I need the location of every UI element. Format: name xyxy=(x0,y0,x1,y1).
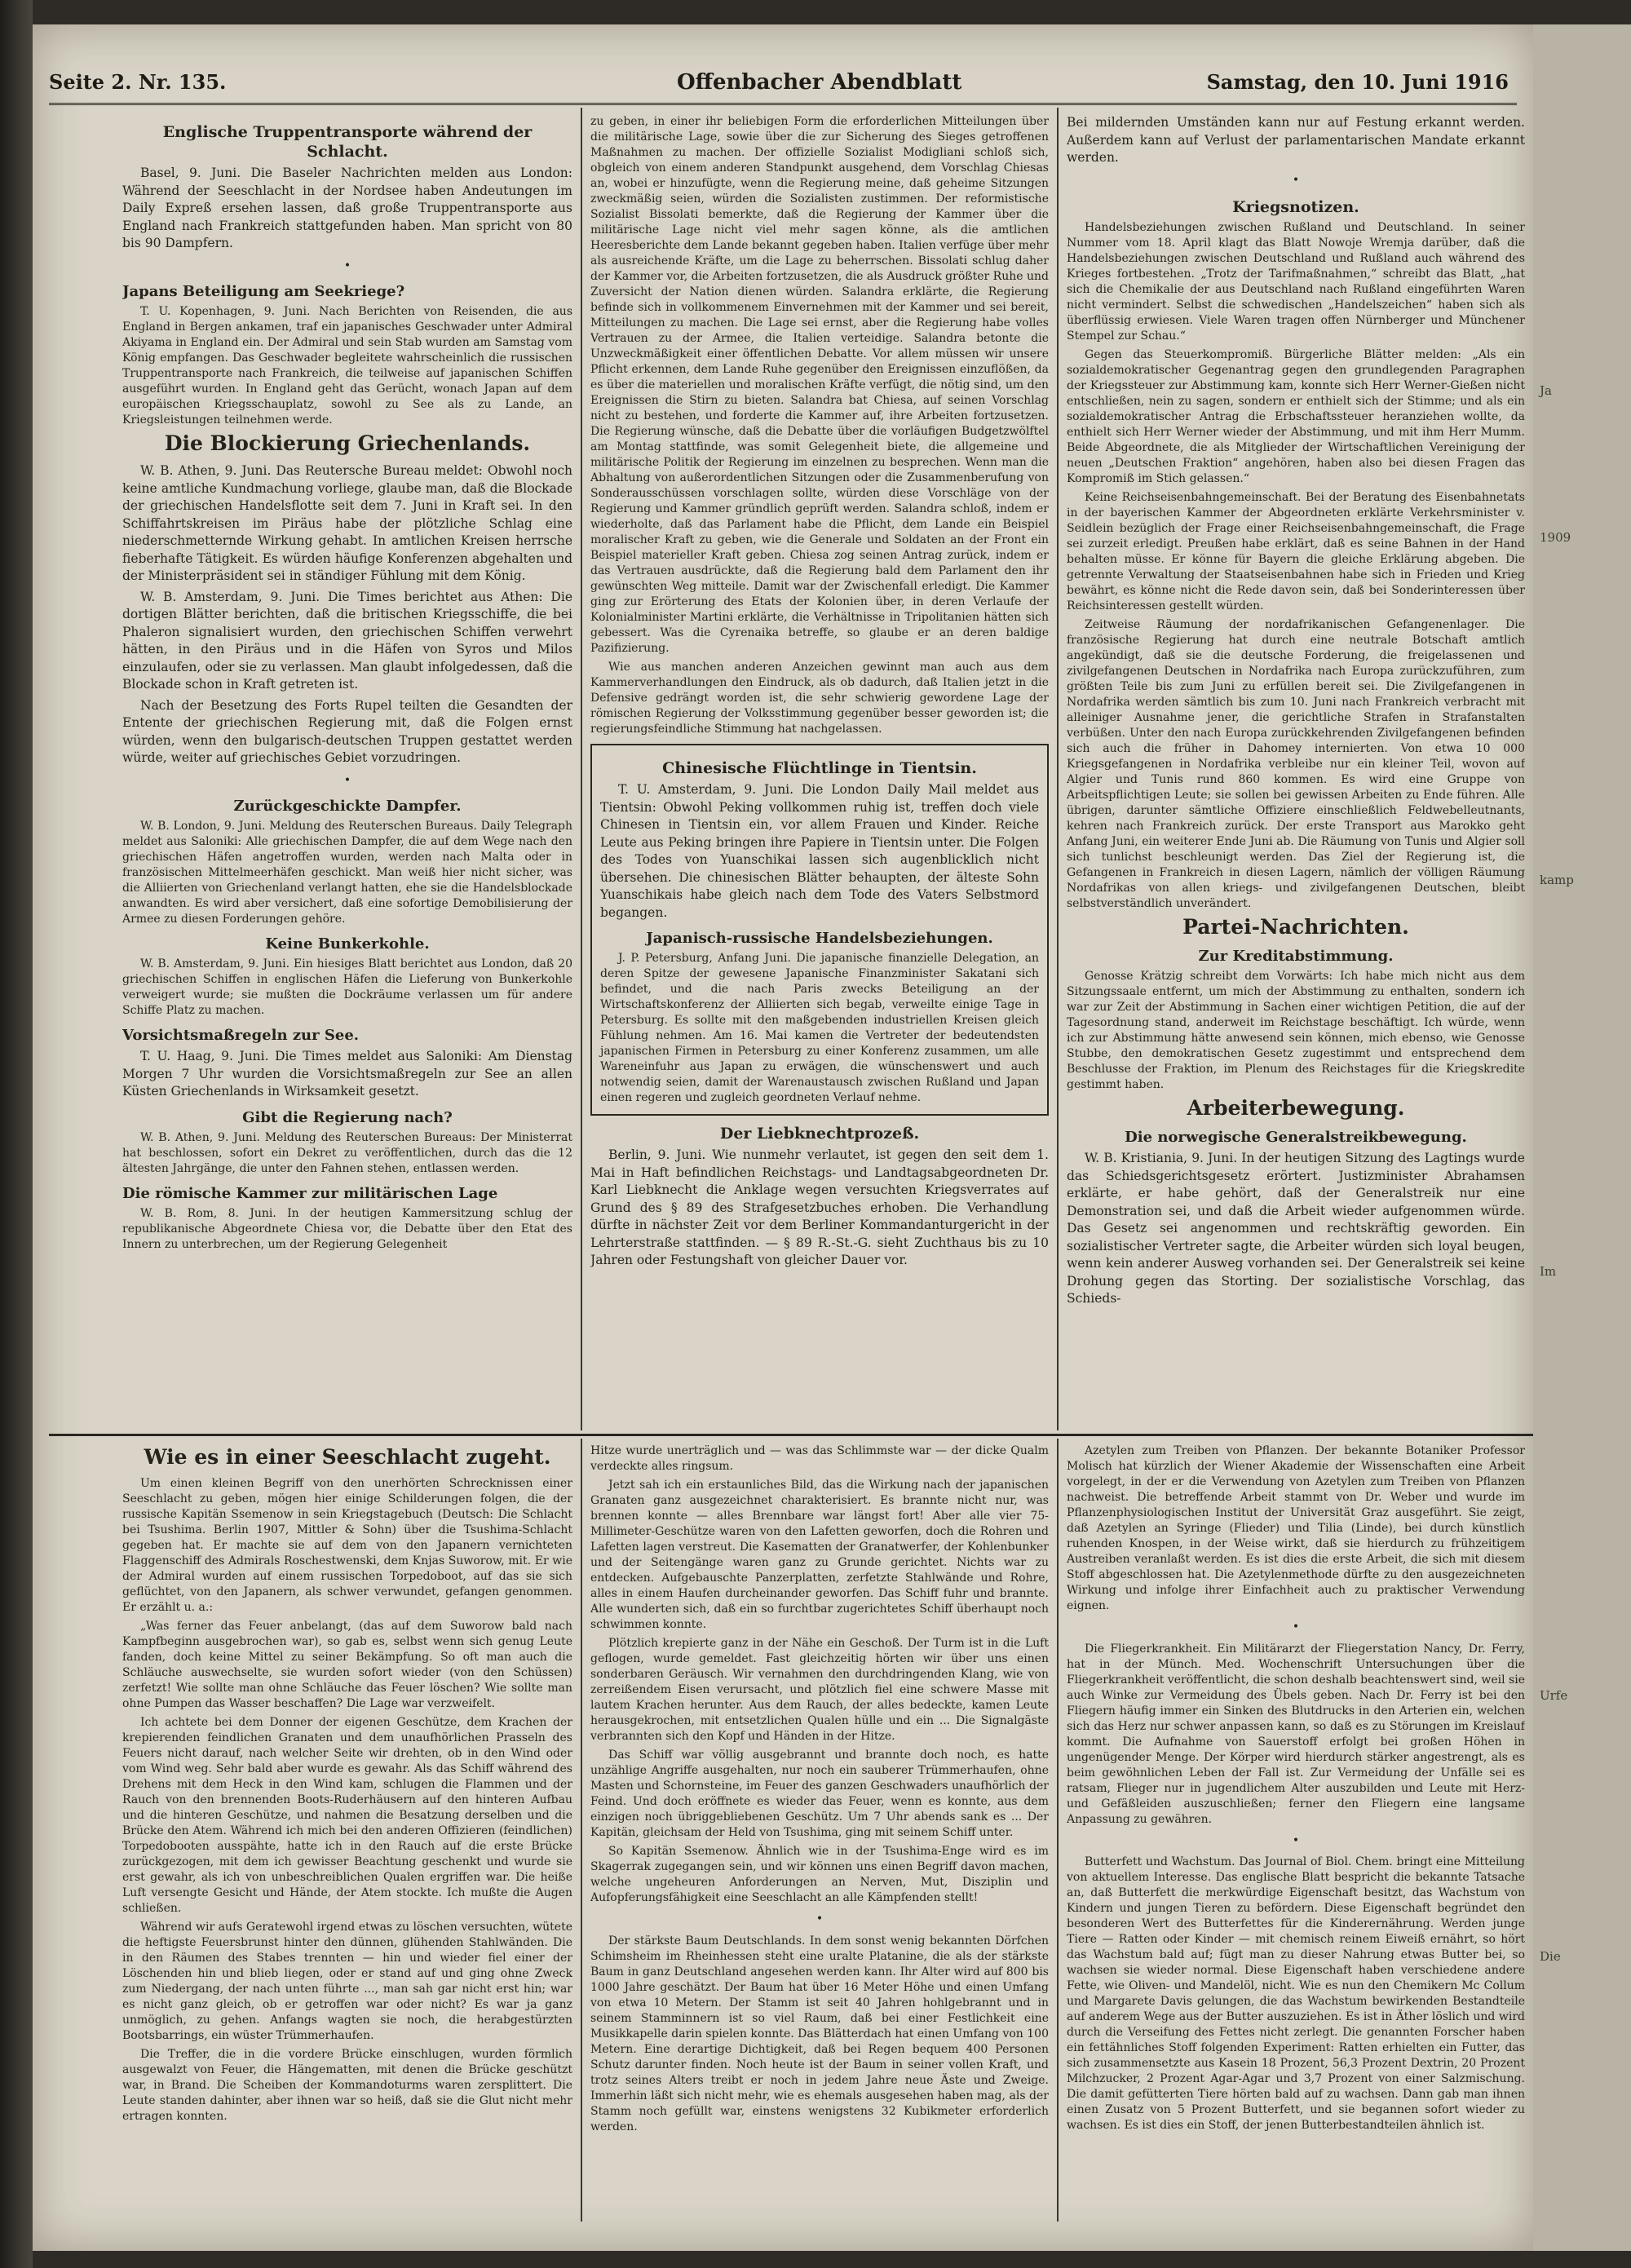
headline-truppentransporte: Englische Truppentransporte während der Schlacht. xyxy=(162,123,533,161)
article-japrus: J. P. Petersburg, Anfang Juni. Die japanische finanzielle Delegation, an deren Spitze der gewesene Japanische Finanzminister Sakatani sich befindet, und die nach Paris zwecks Beteiligung an der Wirtschaftskonferenz der Alliierten sich begab, verweilte einige Tage in Petersburg. Es sollte mit den maßgebenden industriellen Kreisen gleich Fühlung nehmen. Am 16. Mai kamen die Vertreter der bedeutendsten japanischen Firmen in Petersburg zu einer Konferenz zusammen, um alle Wareneinfuhr aus Japan zu erwägen, die wünschenswert und auch notwendig seien, damit der Warenaustausch zwischen Rußland und Japan einen regeren und zugleich geordneten Verlauf nehme. xyxy=(600,952,1039,1104)
headline-vorsicht: Vorsichtsmaßregeln zur See. xyxy=(122,1027,360,1044)
article-kammer-continued: zu geben, in einer ihr beliebigen Form die erforderlichen Mitteilungen über die militärische Lage, sowie über die zur Sicherung des Sieges getroffenen Maßnahmen zu machen. Der offizielle Sozialist Modigliani schloß sich, obgleich von einem anderen Standpunkt ausgehend, dem Vorschlag Chiesas an, wobei er hinzufügte, wenn die Regierung meine, daß geheime Sitzungen zweckmäßig seien, würden die Sozialisten zustimmen. Der reformistische Sozialist Bissolati bemerkte, daß die Regierung der Kammer über die militärische Lage nicht viel mehr sagen könne, als die amtlichen Heeresberichte dem Lande bekannt gegeben haben. Italien verfüge über mehr als ausreichende Kräfte, um die Lage zu beherrschen. Bissolati schlug daher der Kammer vor, die Arbeiten fortzusetzen, die als Ausdruck größter Ruhe und Zuversicht der Nation dienen würden. Salandra erklärte, die Regierung befinde sich in vollkommenem Einvernehmen mit der Kammer und sei bereit, Mitteilungen zu machen. Die Lage sei ernst, aber die Regierung habe volles Vertrauen zu der Armee, die Italien verteidige. Salandra betonte die Unzweckmäßigkeit einer öffentlichen Debatte. Vor allem müssen wir unsere Pflicht erkennen, dem Lande Ruhe gegenüber den Ereignissen einzuflößen, da es über die materiellen und moralischen Kräfte verfügt, die nötig sind, um den Ereignissen die Stirn zu bieten. Salandra bat Chiesa, auf seinen Vorschlag nicht zu bestehen, und forderte die Kammer auf, ihre Arbeiten fortzusetzen. Die Regierung wünsche, daß die Debatte über die vorläufigen Budgetzwölftel am Montag stattfinde, was somit Gelegenheit biete, die allgemeine und militärische Politik der Regierung im einzelnen zu besprechen. Wenn man die Abhaltung von außerordentlichen Sitzungen oder die Zusammenberufung von Sonderausschüssen vorschlagen sollte, würden diese Vorschläge von der Regierung und Kammer gründlich geprüft werden. Salandra schloß, indem er wiederholte, daß das Parlament habe die Pflicht, dem Lande ein Beispiel moralischer Kraft zu geben, wie die Generale und Soldaten an der Front ein Beispiel materieller Kraft geben. Chiesa zog seinen Antrag zurück, indem er das Vertrauen ausdrückte, daß die Regierung bald dem Parlament den ihr gewünschten Weg mitteile. Damit war der Zwischenfall erledigt. Die Kammer ging zur Erörterung des Etats der Kolonien über, in deren Verlaufe der Kolonialminister Martini erklärte, die Verhältnisse in Tripolitanien hätten sich gebessert. Was die Cyrenaika betreffe, so glaube er an deren baldige Pazifizierung. xyxy=(590,115,1049,655)
issue-date: Samstag, den 10. Juni 1916 xyxy=(1206,70,1509,94)
article-blockierung-2: W. B. Amsterdam, 9. Juni. Die Times berichtet aus Athen: Die dortigen Blätter berichten, daß die britischen Kriegsschiffe, die bei Phaleron signalisiert wurden, den griechischen Schiffen verwehrt hätten, in den Piräus und in die Häfen von Syros und Milos einzulaufen, oder sie zu verlassen. Man glaubt infolgedessen, daß die Blockade schon in Kraft getreten ist. xyxy=(122,589,572,692)
article-seeschlacht-6: Hitze wurde unerträglich und — was das Schlimmste war — der dicke Qualm verdeckte alles ringsum. xyxy=(590,1444,1049,1473)
article-handelsbeziehungen: Handelsbeziehungen zwischen Rußland und Deutschland. In seiner Nummer vom 18. April klagt das Blatt Nowoje Wremja darüber, daß die Handelsbeziehungen zwischen Deutschland und Rußland auch während des Krieges fortbestehen. „Trotz der Tarifmaßnahmen,“ schreibt das Blatt, „hat sich die Chemikalie der aus Deutschland nach Rußland eingeführten Waren nicht vermindert. Selbst die schwedischen „Handelszeichen“ haben sich als überflüssig erwiesen. Viele Waren tragen offen Nürnberger und Münchener Stempel zur Schau.“ xyxy=(1067,221,1525,343)
headline-japan: Japans Beteiligung am Seekriege? xyxy=(122,283,405,300)
column-rule xyxy=(581,108,582,1430)
article-steuerkompromiss: Gegen das Steuerkompromiß. Bürgerliche Blätter melden: „Als ein sozialdemokratischer Gegenantrag gegen den grundlegenden Paragraphen der Kriegssteuer zur Abstimmung kam, konnte sich Herr Werner-Gießen nicht entschließen, nein zu sagen, sondern er enthielt sich der Stimme; und als ein sozialdemokratischer Antrag die Erbschaftssteuer heranziehen wollte, da enthielt sich Herr Werner wieder der Abstimmung, und mit ihm Herr Mumm. Beide Abgeordnete, die als Mitglieder der Wirtschaftlichen Vereinigung der neuen „Deutschen Fraktion“ angehören, haben also bei diesen Fragen das Kompromiß im Stich gelassen.“ xyxy=(1067,348,1525,485)
headline-dampfer: Zurückgeschickte Dampfer. xyxy=(233,798,462,815)
article-blockierung-1: W. B. Athen, 9. Juni. Das Reutersche Bureau meldet: Obwohl noch keine amtliche Kundmachung vorliege, glaube man, daß die Blockade der griechischen Handelsflotte seit dem 7. Juni in Kraft sei. In den Schiffahrtskreisen im Piräus habe der plötzliche Schlag eine niederschmetternde Wirkung gehabt. In amtlichen Kreisen herrsche fieberhafte Tätigkeit. Es würden häufige Konferenzen abgehalten und der Ministerpräsident sei in ständiger Fühlung mit dem König. xyxy=(122,463,572,583)
article-truppentransporte: Basel, 9. Juni. Die Baseler Nachrichten melden aus London: Während der Seeschlacht in der Nordsee haben Andeutungen im Daily Expreß ersehen lassen, daß große Truppentransporte aus England nach Frankreich stattgefunden haben. Man spricht von 80 bis 90 Dampfern. xyxy=(122,166,572,250)
headline-partei-nachrichten: Partei-Nachrichten. xyxy=(1182,915,1409,939)
column-1: Englische Truppentransporte während der Schlacht. Basel, 9. Juni. Die Baseler Nachrichten melden aus London: Während der Seeschlacht in der Nordsee haben Andeutungen im Daily Expreß ersehen lassen, daß große Truppentransporte aus England nach Frankreich stattgefunden haben. Man spricht von 80 bis 90 Dampfern. • Japans Beteiligung am Seekriege? T. U. Kopenhagen, 9. Juni. Nach Berichten von Reisenden, die aus England in Bergen ankamen, traf ein japanisches Geschwader unter Admiral Akiyama in England ein. Der Admiral und sein Stab wurden am Samstag vom König empfangen. Das Geschwader begleitete wahrscheinlich die russischen Truppentransporte nach Frankreich, die teilweise auf japanischen Schiffen ausgeführt wurden. In England geht das Gerücht, wonach Japan auf dem europäischen Kriegsschauplatz, sowohl zu See als zu Lande, an Kriegsleistungen teilnehmen werde. Die Blockierung Griechenlands. W. B. Athen, 9. Juni. Das Reutersche Bureau meldet: Obwohl noch keine amtliche Kundmachung vorliege, glaube man, daß die Blockade der griechischen Handelsflotte seit dem 7. Juni in Kraft sei. In den Schiffahrtskreisen im Piräus habe der plötzliche Schlag eine niederschmetternde Wirkung gehabt. In amtlichen Kreisen herrsche fieberhafte Tätigkeit. Es würden häufige Konferenzen abgehalten und der Ministerpräsident sei in ständiger Fühlung mit dem König. W. B. Amsterdam, 9. Juni. Die Times berichtet aus Athen: Die dortigen Blätter berichten, daß die britischen Kriegsschiffe, die bei Phaleron signalisiert wurden, den griechischen Schiffen verwehrt hätten, in den Piräus und in die Häfen von Syros und Milos einzulaufen, oder sie zu verlassen. Man glaubt infolgedessen, daß die Blockade schon in Kraft getreten ist. Nach der Besetzung des Forts Rupel teilten die Gesandten der Entente der griechischen Regierung mit, daß die Folgen ernst würden, wenn den bulgarisch-deutschen Truppen gestattet werden würde, weiter auf griechisches Gebiet vorzudringen. • Zurückgeschickte Dampfer. W. B. London, 9. Juni. Meldung des Reuterschen Bureaus. Daily Telegraph meldet aus Saloniki: Alle griechischen Dampfer, die auf dem Wege nach den griechischen Häfen angetroffen wurden, werden nach Malta oder in französischen Mittelmeerhäfen geschickt. Man weiß hier nicht sicher, was die Alliierten von Griechenland verlangt hatten, ehe sie die Handelsblockade anwandten. Es wird aber versichert, daß eine sofortige Demobilisierung der Armee zu diesen Forderungen gehöre. Keine Bunkerkohle. W. B. Amsterdam, 9. Juni. Ein hiesiges Blatt berichtet aus London, daß 20 griechischen Schiffen in englischen Häfen die Lieferung von Bunkerkohle verweigert wurde; sie mußten die Dockräume verlassen um für andere Schiffe Platz zu machen. Vorsichtsmaßregeln zur See. T. U. Haag, 9. Juni. Die Times meldet aus Saloniki: Am Dienstag Morgen 7 Uhr wurden die Vorsichtsmaßregeln zur See an allen Küsten Griechenlands in Wirksamkeit gesetzt. Gibt die Regierung nach? W. B. Athen, 9. Juni. Meldung des Reuterschen Bureaus: Der Ministerrat hat beschlossen, sofort ein Dekret zu veröffentlichen, durch das die 12 ältesten Jahrgänge, die unter den Fahnen stehen, entlassen werden. Die römische Kammer zur militärischen Lage W. B. Rom, 8. Juni. In der heutigen Kammersitzung schlug der republikanische Abgeordnete Chiesa vor, die Debatte über den Etat des Innern zu unterbrechen, um der Regierung Gelegenheit xyxy=(122,123,572,1251)
article-gefangenenlager: Zeitweise Räumung der nordafrikanischen Gefangenenlager. Die französische Regierung hat durch eine neutrale Botschaft amtlich angekündigt, daß sie die deutsche Forderung, die freigelassenen und zivilgefangenen Deutschen in Nordafrika nach Europa zurückzuführen, zum größten Teile bis zum Juni zu erfüllen bereit sei. Die Zivilgefangenen in Nordafrika werden sämtlich bis zum 10. Juni nach Frankreich verbracht mit alleiniger Ausnahme jener, die gerichtliche Strafen in Strafanstalten verbüßen. Unter den nach Europa zurückkehrenden Zivilgefangenen befinden sich auch die früher in Dahomey internierten. Von etwa 10 000 Kriegsgefangenen in Nordafrika verbleibe nur ein kleiner Teil, wovon auf Algier und Tunis rund 860 kommen. Es wird eine Gruppe von Arbeitspflichtigen Leute; sie sollen bei gewissen Arbeiten zu Ende führen. Alle übrigen, darunter sämtliche Offiziere einschließlich Feldwebelleutnants, kehren nach Frankreich zurück. Der erste Transport aus Marokko geht Anfang Juni, ein weiterer Ende Juni ab. Die Räumung von Tunis und Algier soll sich tunlichst beschleunigt werden. Das Ziel der Regierung ist, die Gefangenen in Frankreich in diesen Lagern, nämlich der völligen Räumung Nordafrikas von allen kriegs- und zivilgefangenen Deutschen, bleibt selbstverständlich unverändert. xyxy=(1067,618,1525,910)
article-staerkster-baum: Der stärkste Baum Deutschlands. In dem sonst wenig bekannten Dörfchen Schimsheim im Rheinhessen steht eine uralte Platanine, die als der stärkste Baum in ganz Deutschland angesehen werden kann. Ihr Alter wird auf 800 bis 1000 Jahre geschätzt. Der Baum hat über 16 Meter Höhe und einen Umfang von etwa 10 Metern. Der Stamm ist seit 40 Jahren hohlgebrannt und in seinem Stamminnern ist so viel Raum, daß bei einer Festlichkeit eine Musikkapelle darin spielen konnte. Das Blätterdach hat einen Umfang von 100 Metern. Eine derartige Dichtigkeit, daß bei Regen bequem 400 Personen Schutz darunter finden. Noch heute ist der Baum in seiner vollen Kraft, und trotz seines Alters treibt er noch in jedem Jahre neue Äste und Zweige. Immerhin läßt sich nicht mehr, wie es ehemals ausgesehen haben mag, als der Stamm noch gefüllt war, einstens wenigstens 32 Kubikmeter erforderlich werden. xyxy=(590,1934,1049,2133)
headline-arbeiterbewegung: Arbeiterbewegung. xyxy=(1187,1096,1405,1120)
article-seeschlacht-3: Ich achtete bei dem Donner der eigenen Geschütze, dem Krachen der krepierenden feindlichen Granaten und dem unaufhörlichen Prasseln des Feuers nicht darauf, nach welcher Seite wir drehten, ob in den Wind oder vom Wind weg. Sehr bald aber wurde es gewahr. Als das Schiff während des Drehens mit dem Heck in den Wind kam, schlugen die Flammen und der Rauch von den brennenden Boots-Ruderhäusern auf den hinteren Aufbau und die hinteren Geschütze, und nahmen die Besatzung derselben und die Brücke den Atem. Während ich mich bei den anderen Offizieren (feindlichen) Torpedobooten ausspähte, hatte ich in den Rauch auf die erste Brücke zurückgezogen, mit dem ich gewisser Beachtung geschenkt und wurde sie erst gewahr, als ich von unbeschreiblichen Qualen ergriffen war. Die heiße Luft versengte Gesicht und Hände, der Atem stockte. Ich mußte die Augen schließen. xyxy=(122,1716,572,1915)
article-reichseisenbahn: Keine Reichseisenbahngemeinschaft. Bei der Beratung des Eisenbahnetats in der bayerischen Kammer der Abgeordneten erklärte Verkehrsminister v. Seidlein bezüglich der Frage einer Reichseisenbahngemeinschaft, die Frage sei zurzeit erledigt. Preußen habe erklärt, daß es seine Bahnen in der Hand behalten müsse. Er könne für Bayern die gleiche Erklärung abgeben. Die getrennte Verwaltung der Staatseisenbahnen habe sich in Frieden und Krieg bewährt, es könne nicht die Rede davon sein, daß bei Sonderinteressen über Reichsinteressen gestellt würden. xyxy=(1067,491,1525,612)
masthead xyxy=(49,65,1517,105)
article-seeschlacht-4: Während wir aufs Geratewohl irgend etwas zu löschen versuchten, wütete die heftigste Feuersbrunst hinter den dünnen, glühenden Stahlwänden. Die in den Räumen des Stabes trennten — hin und wieder fiel einer der Löschenden hin und blieb liegen, oder er stand auf und ging ohne Zweck zum Niedergang, der nach unten führte ..., man sah gar nicht erst hin; war es nicht ganz gleich, ob er getroffen war oder nicht? Es war ja ganz unmöglich, zu gehen. Anfangs wagten sie noch, die herabgestürzten Bootsbarrings, ein wüster Trümmerhaufen. xyxy=(122,1921,572,2042)
headline-bunkerkohle: Keine Bunkerkohle. xyxy=(265,935,430,953)
box-china xyxy=(590,744,1049,1116)
headline-seeschlacht: Wie es in einer Seeschlacht zugeht. xyxy=(144,1445,551,1469)
adjacent-page-edge: Ja 1909 kamp Im Urfe Die xyxy=(1533,24,1631,2251)
article-blockierung-3: Nach der Besetzung des Forts Rupel teilten die Gesandten der Entente der griechischen Regierung mit, daß die Folgen ernst würden, wenn den bulgarisch-deutschen Truppen gestattet werden würde, weiter auf griechisches Gebiet vorzudringen. xyxy=(122,697,572,765)
headline-china: Chinesische Flüchtlinge in Tientsin. xyxy=(662,759,977,777)
article-seeschlacht-2: „Was ferner das Feuer anbelangt, (das auf dem Suworow bald nach Kampfbeginn ausgebrochen war), so gab es, selbst wenn sich genug Leute fanden, doch keine Mittel zu seiner Bekämpfung. So oft man auch die Schläuche auswechselte, sie wurden sofort wieder (von den Schüssen) zerfetzt! Wie sollte man ohne Schläuche das Feuer löschen? Wie sollte man ohne Pumpen das Wasser beschaffen? Die Lage war verzweifelt. xyxy=(122,1620,572,1710)
headline-kammer: Die römische Kammer zur militärischen Lage xyxy=(122,1184,498,1202)
article-kammer-continued-2: Wie aus manchen anderen Anzeichen gewinnt man auch aus dem Kammerverhandlungen den Eindruck, als ob dadurch, daß Italien jetzt in die Defensive gedrängt worden ist, die sehr schwierig gewordene Lage der römischen Regierung der Volksstimmung gegenüber besser geworden ist; die regierungsfeindliche Stimmung hat nachgelassen. xyxy=(590,661,1049,736)
column-rule xyxy=(581,1439,582,2222)
article-vorsicht: T. U. Haag, 9. Juni. Die Times meldet aus Saloniki: Am Dienstag Morgen 7 Uhr wurden die Vorsichtsmaßregeln zur See an allen Küsten Griechenlands in Wirksamkeit gesetzt. xyxy=(122,1049,572,1099)
article-kreditabstimmung: Genosse Krätzig schreibt dem Vorwärts: Ich habe mich nicht aus dem Sitzungssaale entfernt, um mich der Abstimmung zu enthalten, sondern ich war zur Zeit der Abstimmung in Sachen einer wichtigen Petition, die auf der Tagesordnung stand, anderweit im Reichstage beschäftigt. Ich würde, wenn ich zur Abstimmung hätte anwesend sein können, mich ebenso, wie Genosse Stubbe, den demokratischen Gesetz zugestimmt und entsprechend dem Beschlusse der Fraktion, im Plenum des Reichstages für die Kriegskredite gestimmt haben. xyxy=(1067,970,1525,1091)
article-seeschlacht-8: Plötzlich krepierte ganz in der Nähe ein Geschoß. Der Turm ist in die Luft geflogen, wurde gemeldet. Fast gleichzeitig hörten wir über uns einen sonderbaren Geräusch. Wir vernahmen den durchdringenden Klang, wie von zerreißendem Eisen verursacht, und plötzlich fiel eine schwere Masse mit lautem Krachen herunter. Aus dem Rauch, der alles bedeckte, kamen Leute herausgekrochen, mit entsetzlichen Qualen hülle und ein ... Die Signalgäste verbrannten sich den Kopf und Händen in der Hitze. xyxy=(590,1637,1049,1743)
headline-regierung: Gibt die Regierung nach? xyxy=(242,1108,453,1126)
column-3: Bei mildernden Umständen kann nur auf Festung erkannt werden. Außerdem kann auf Verlust der parlamentarischen Mandate erkannt werden. • Kriegsnotizen. Handelsbeziehungen zwischen Rußland und Deutschland. In seiner Nummer vom 18. April klagt das Blatt Nowoje Wremja darüber, daß die Handelsbeziehungen zwischen Deutschland und Rußland auch während des Krieges fortbestehen. „Trotz der Tarifmaßnahmen,“ schreibt das Blatt, „hat sich die Chemikalie der aus Deutschland nach Rußland eingeführten Waren nicht vermindert. Selbst die schwedischen „Handelszeichen“ haben sich als überflüssig erwiesen. Viele Waren tragen offen Nürnberger und Münchener Stempel zur Schau.“ Gegen das Steuerkompromiß. Bürgerliche Blätter melden: „Als ein sozialdemokratischer Gegenantrag gegen den grundlegenden Paragraphen der Kriegssteuer zur Abstimmung kam, konnte sich Herr Werner-Gießen nicht entschließen, nein zu sagen, sondern er enthielt sich der Stimme; und als ein sozialdemokratischer Antrag die Erbschaftssteuer heranziehen wollte, da enthielt sich Herr Werner wieder der Abstimmung, und mit ihm Herr Mumm. Beide Abgeordnete, die als Mitglieder der Wirtschaftlichen Vereinigung der neuen „Deutschen Fraktion“ angehören, haben also bei diesen Fragen das Kompromiß im Stich gelassen.“ Keine Reichseisenbahngemeinschaft. Bei der Beratung des Eisenbahnetats in der bayerischen Kammer der Abgeordneten erklärte Verkehrsminister v. Seidlein bezüglich der Frage einer Reichseisenbahngemeinschaft, die Frage sei zurzeit erledigt. Preußen habe erklärt, daß es seine Bahnen in der Hand behalten müsse. Er könne für Bayern die gleiche Erklärung abgeben. Die getrennte Verwaltung der Staatseisenbahnen habe sich in Frieden und Krieg bewährt, es könne nicht die Rede davon sein, daß bei Sonderinteressen über Reichsinteressen gestellt würden. Zeitweise Räumung der nordafrikanischen Gefangenenlager. Die französische Regierung hat durch eine neutrale Botschaft amtlich angekündigt, daß sie die deutsche Forderung, die freigelassenen und zivilgefangenen Deutschen in Nordafrika nach Europa zurückzuführen, zum größten Teile bis zum Juni zu erfüllen bereit sei. Die Zivilgefangenen in Nordafrika werden sämtlich bis zum 10. Juni nach Frankreich verbracht mit alleiniger Ausnahme jener, die gerichtliche Strafen in Strafanstalten verbüßen. Unter den nach Europa zurückkehrenden Zivilgefangenen befinden sich auch die früher in Dahomey internierten. Von etwa 10 000 Kriegsgefangenen in Nordafrika verbleibe nur ein kleiner Teil, wovon auf Algier und Tunis rund 860 kommen. Es wird eine Gruppe von Arbeitspflichtigen Leute; sie sollen bei gewissen Arbeiten zu Ende führen. Alle übrigen, darunter sämtliche Offiziere einschließlich Feldwebelleutnants, kehren nach Frankreich zurück. Der erste Transport aus Marokko geht Anfang Juni, ein weiterer Ende Juni ab. Die Räumung von Tunis und Algier soll sich tunlichst beschleunigt werden. Das Ziel der Regierung ist, die Gefangenen in Frankreich in diesen Lagern, nämlich der völligen Räumung Nordafrikas von allen kriegs- und zivilgefangenen Deutschen, bleibt selbstverständlich unverändert. Partei-Nachrichten. Zur Kreditabstimmung. Genosse Krätzig schreibt dem Vorwärts: Ich habe mich nicht aus dem Sitzungssaale entfernt, um mich der Abstimmung zu enthalten, sondern ich war zur Zeit der Abstimmung in Sachen einer wichtigen Petition, die auf der Tagesordnung stand, anderweit im Reichstage beschäftigt. Ich würde, wenn ich zur Abstimmung hätte anwesend sein können, mich ebenso, wie Genosse Stubbe, den demokratischen Gesetz zugestimmt und entsprechend dem Beschlusse der Fraktion, im Plenum des Reichstages für die Kriegskredite gestimmt haben. Arbeiterbewegung. Die norwegische Generalstreikbewegung. W. B. Kristiania, 9. Juni. In der heutigen Sitzung des Lagtings wurde das Schiedsgerichtsgesetz erörtert. Justizminister Abrahamsen erklärte, er habe gehört, daß der Generalstreik nur eine Demonstration sei, und daß die Arbeit wieder aufgenommen würde. Das Gesetz sei angenommen und rechtskräftig geworden. Ein sozialistischer Vertreter sagte, die Arbeiter würden sich loyal beugen, wenn kein anderer Ausweg vorhanden sei. Der Generalstreik sei keine Drohung gegen das Storting. Der sozialistische Vorschlag, das Schieds- xyxy=(1067,114,1525,1430)
headline-japrus: Japanisch-russische Handelsbeziehungen. xyxy=(646,930,993,947)
article-fliegerkrankheit: Die Fliegerkrankheit. Ein Militärarzt der Fliegerstation Nancy, Dr. Ferry, hat in der Münch. Med. Wochenschrift Untersuchungen über die Fliegerkrankheit veröffentlicht, die schon deshalb beachtenswert sind, weil sie auch Winke zur Vermeidung des Übels geben. Nach Dr. Ferry ist bei den Fliegern häufig immer ein Sinken des Blutdrucks in den Arterien ein, welchen sich das Herz nur schwer anpassen kann, so daß es zu Störungen im Kreislauf kommt. Die Aufnahme von Sauerstoff erfolgt bei großen Höhen in ungenügender Menge. Der Körper wird hierdurch stärker angestrengt, als es beim gewöhnlichen Leben der Fall ist. Zur Vermeidung der Unfälle sei es ratsam, Flieger nur in jugendlichem Alter auszubilden und Leute mit Herz- und Gefäßleiden auszuschließen; ferner den Fliegern eine langsame Anpassung zu gewähren. xyxy=(1067,1642,1525,1826)
column-2 xyxy=(590,114,1049,1430)
article-generalstreik: W. B. Kristiania, 9. Juni. In der heutigen Sitzung des Lagtings wurde das Schiedsgerichtsgesetz erörtert. Justizminister Abrahamsen erklärte, er habe gehört, daß der Generalstreik nur eine Demonstration sei, und daß die Arbeit wieder aufgenommen würde. Das Gesetz sei angenommen und rechtskräftig geworden. Ein sozialistischer Vertreter sagte, die Arbeiter würden sich loyal beugen, wenn kein anderer Ausweg vorhanden sei. Der Generalstreik sei keine Drohung gegen das Storting. Der sozialistische Vorschlag, das Schieds- xyxy=(1067,1151,1525,1306)
article-butterfett: Butterfett und Wachstum. Das Journal of Biol. Chem. bringt eine Mitteilung von aktuellem Interesse. Das englische Blatt bespricht die bekannte Tatsache an, daß Butterfett die merkwürdige Eigenschaft besitzt, das Wachstum von Kindern und jungen Tieren zu befördern. Diese Eigenschaft begründet den besonderen Wert des Butterfettes für die Kinderernährung. Werden junge Tiere — Ratten oder Kinder — mit chemisch reinem Eiweiß ernährt, so hört das Wachstum bald auf; fügt man zu dieser Nahrung etwas Butter bei, so wachsen sie wieder normal. Diese Eigenschaft haben verschiedene andere Fette, wie Oliven- und Mandelöl, nicht. Wie es nun den Chemikern Mc Collum und Margarete Davis gelungen, die das Wachstum bewirkenden Bestandteile auf anderem Wege aus der Butter auszuziehen. Es ist in Äther löslich und wird durch die Verseifung des Fettes nicht zerlegt. Die genannten Forscher haben ein fettähnliches Stoff folgenden Experiment: Ratten erhielten ein Futter, das sich zusammensetzte aus Kasein 18 Prozent, 56,3 Prozent Dextrin, 20 Prozent Milchzucker, 2 Prozent Agar-Agar und 3,7 Prozent von einer Salzmischung. Die damit gefütterten Tiere hörten bald auf zu wachsen. Dann gab man ihnen einen Zusatz von 5 Prozent Butterfett, und sie begannen sofort wieder zu wachsen. Es ist dies ein Stoff, der jenen Butterbestandteilen ähnlich ist. xyxy=(1067,1855,1525,2132)
column-rule xyxy=(1057,1439,1059,2222)
article-regierung: W. B. Athen, 9. Juni. Meldung des Reuterschen Bureaus: Der Ministerrat hat beschlossen, sofort ein Dekret zu veröffentlichen, durch das die 12 ältesten Jahrgänge, die unter den Fahnen stehen, entlassen werden. xyxy=(122,1130,572,1175)
article-china: T. U. Amsterdam, 9. Juni. Die London Daily Mail meldet aus Tientsin: Obwohl Peking vollkommen ruhig ist, treffen doch viele Chinesen in Tientsin ein, vor allem Frauen und Kinder. Reiche Leute aus Peking bringen ihre Papiere in Tientsin unter. Die Folgen des Todes von Yuanschikai lassen sich augenblicklich nicht übersehen. Die chinesischen Blätter behaupten, der älteste Sohn Yuanschikais habe gleich nach dem Tode des Vaters Selbstmord begangen. xyxy=(600,782,1039,920)
article-seeschlacht-1: Um einen kleinen Begriff von den unerhörten Schrecknissen einer Seeschlacht zu geben, mögen hier einige Schilderungen folgen, die der russische Kapitän Ssemenow in sein Kriegstagebuch (Deutsch: Die Schlacht bei Tsushima. Berlin 1907, Mittler & Sohn) über die Tsushima-Schlacht gegeben hat. Er machte sie auf dem von den Japanern vernichteten Flaggenschiff des Admirals Roschestwenski, dem Knjas Suworow, mit. Er wie der Admiral wurden auf einem russischen Torpedoboot, auf das sie sich geflüchtet, von den Japanern, als schwer verwundet, gefangen genommen. Er erzählt u. a.: xyxy=(122,1477,572,1614)
column-rule xyxy=(1057,108,1059,1430)
headline-blockierung: Die Blockierung Griechenlands. xyxy=(164,431,531,455)
article-seeschlacht-5: Die Treffer, die in die vordere Brücke einschlugen, wurden förmlich ausgewalzt von Feuer, die Hängematten, mit denen die Brücke geschützt war, in Brand. Die Scheiben der Kommandoturms waren zersplittert. Die Leute standen dahinter, aber ihnen war so heiß, daß sie die Glut nicht mehr ertragen konnten. xyxy=(122,2048,572,2123)
section-rule xyxy=(49,1434,1533,1436)
page-number: Seite 2. Nr. 135. xyxy=(49,70,227,94)
article-azetylen: Azetylen zum Treiben von Pflanzen. Der bekannte Botaniker Professor Molisch hat kürzlich der Wiener Akademie der Wissenschaften eine Arbeit vorgelegt, in der er die Verwendung von Azetylen zum Treiben von Pflanzen nachweist. Die betreffende Arbeit stammt von Dr. Weber und wurde im Pflanzenphysiologischen Institut der Universität Graz ausgeführt. Sie zeigt, daß Azetylen an Syringe (Flieder) und Tilia (Linde), bei durch künstlich ruhenden Knospen, in der Weise wirkt, daß sie hierdurch zu frühzeitigem Austreiben veranlaßt werden. Es ist dies die erste Arbeit, die sich mit diesem Stoff abgeschlossen hat. Die Azetylenmethode dürfte zu den ausgezeichneten Wirkung und infolge ihrer Einfachheit auch zu praktischer Verwendung eignen. xyxy=(1067,1444,1525,1612)
lower-column-1 xyxy=(122,1443,572,2222)
book-spine xyxy=(0,0,33,2268)
article-liebknecht: Berlin, 9. Juni. Wie nunmehr verlautet, ist gegen den seit dem 1. Mai in Haft befindlichen Reichstags- und Landtagsabgeordneten Dr. Karl Liebknecht die Anklage wegen versuchten Kriegsverrates auf Grund des § 89 des Strafgesetzbuches erhoben. Die Verhandlung dürfte in nächster Zeit vor dem Berliner Kommandanturgericht in der Lehrterstraße stattfinden. — § 89 R.-St.-G. sieht Zuchthaus bis zu 10 Jahren oder Festungshaft von gleicher Dauer vor. xyxy=(590,1147,1049,1267)
lower-column-3: Azetylen zum Treiben von Pflanzen. Der bekannte Botaniker Professor Molisch hat kürzlich der Wiener Akademie der Wissenschaften eine Arbeit vorgelegt, in der er die Verwendung von Azetylen zum Treiben von Pflanzen nachweist. Die betreffende Arbeit stammt von Dr. Weber und wurde im Pflanzenphysiologischen Institut der Universität Graz ausgeführt. Sie zeigt, daß Azetylen an Syringe (Flieder) und Tilia (Linde), bei durch künstlich ruhenden Knospen, in der Weise wirkt, daß sie hierdurch zu frühzeitigem Austreiben veranlaßt werden. Es ist dies die erste Arbeit, die sich mit diesem Stoff abgeschlossen hat. Die Azetylenmethode dürfte zu den ausgezeichneten Wirkung und infolge ihrer Einfachheit auch zu praktischer Verwendung eignen. • Die Fliegerkrankheit. Ein Militärarzt der Fliegerstation Nancy, Dr. Ferry, hat in der Münch. Med. Wochenschrift Untersuchungen über die Fliegerkrankheit veröffentlicht, die schon deshalb beachtenswert sind, weil sie auch Winke zur Vermeidung des Übels geben. Nach Dr. Ferry ist bei den Fliegern häufig immer ein Sinken des Blutdrucks in den Arterien ein, welchen sich das Herz nur schwer anpassen kann, so daß es zu Störungen im Kreislauf kommt. Die Aufnahme von Sauerstoff erfolgt bei großen Höhen in ungenügender Menge. Der Körper wird hierdurch stärker angestrengt, als es beim gewöhnlichen Leben der Fall ist. Zur Vermeidung der Unfälle sei es ratsam, Flieger nur in jugendlichem Alter auszubilden und Leute mit Herz- und Gefäßleiden auszuschließen; ferner den Fliegern eine langsame Anpassung zu gewähren. • Butterfett und Wachstum. Das Journal of Biol. Chem. bringt eine Mitteilung von aktuellem Interesse. Das englische Blatt bespricht die bekannte Tatsache an, daß Butterfett die merkwürdige Eigenschaft besitzt, das Wachstum von Kindern und jungen Tieren zu befördern. Diese Eigenschaft begründet den besonderen Wert des Butterfettes für die Kinderernährung. Werden junge Tiere — Ratten oder Kinder — mit chemisch reinem Eiweiß ernährt, so hört das Wachstum bald auf; fügt man zu dieser Nahrung etwas Butter bei, so wachsen sie wieder normal. Diese Eigenschaft haben verschiedene andere Fette, wie Oliven- und Mandelöl, nicht. Wie es nun den Chemikern Mc Collum und Margarete Davis gelungen, die das Wachstum bewirkenden Bestandteile auf anderem Wege aus der Butter auszuziehen. Es ist in Äther löslich und wird durch die Verseifung des Fettes nicht zerlegt. Die genannten Forscher haben ein fettähnliches Stoff folgenden Experiment: Ratten erhielten ein Futter, das sich zusammensetzte aus Kasein 18 Prozent, 56,3 Prozent Dextrin, 20 Prozent Milchzucker, 2 Prozent Agar-Agar und 3,7 Prozent von einer Salzmischung. Die damit gefütterten Tiere hörten bald auf zu wachsen. Dann gab man ihnen einen Zusatz von 5 Prozent Butterfett, und sie begannen sofort wieder zu wachsen. Es ist dies ein Stoff, der jenen Butterbestandteilen ähnlich ist. xyxy=(1067,1444,1525,2132)
article-seeschlacht-9: Das Schiff war völlig ausgebrannt und brannte doch noch, es hatte unzählige Angriffe ausgehalten, nur noch ein sauberer Trümmerhaufen, ohne Masten und Schornsteine, im Feuer des ganzen Geschwaders unaufhörlich der Feind. Und doch eröffnete es wieder das Feuer, wenn es konnte, aus dem einzigen noch übriggebliebenen Geschütz. Um 7 Uhr abends sank es ... Der Kapitän, gleichsam der Held von Tsushima, ging mit seinem Schiff unter. xyxy=(590,1749,1049,1839)
article-seeschlacht-7: Jetzt sah ich ein erstaunliches Bild, das die Wirkung nach der japanischen Granaten ganz ausgezeichnet charakterisiert. Es brannte nicht nur, was brennen konnte — alles Brennbare war längst fort! Aber alle vier 75-Millimeter-Geschütze waren von den Lafetten geworfen, doch die Rohren und Lafetten lagen verstreut. Die Kasematten der Granatwerfer, der Kohlenbunker und der Seitengänge waren ganz zu Grunde gerichtet. Nichts war zu entdecken. Aufgebauschte Panzerplatten, zerfetzte Stahlwände und Rohre, alles in einem Haufen durcheinander geworfen. Das Schiff fuhr und brannte. Alle wunderten sich, daß ein so furchtbar zugerichtetes Schiff überhaupt noch schwimmen konnte. xyxy=(590,1479,1049,1631)
headline-liebknecht: Der Liebknechtprozeß. xyxy=(719,1125,920,1143)
article-kammer: W. B. Rom, 8. Juni. In der heutigen Kammersitzung schlug der republikanische Abgeordnete Chiesa vor, die Debatte über den Etat des Innern zu unterbrechen, um der Regierung Gelegenheit xyxy=(122,1206,572,1251)
newspaper-title: Offenbacher Abendblatt xyxy=(677,70,962,95)
headline-generalstreik: Die norwegische Generalstreikbewegung. xyxy=(1125,1129,1467,1146)
article-bunkerkohle: W. B. Amsterdam, 9. Juni. Ein hiesiges Blatt berichtet aus London, daß 20 griechischen Schiffen in englischen Häfen die Lieferung von Bunkerkohle verweigert wurde; sie mußten die Dockräume verlassen um für andere Schiffe Platz zu machen. xyxy=(122,957,572,1017)
lower-column-2: Hitze wurde unerträglich und — was das Schlimmste war — der dicke Qualm verdeckte alles ringsum. Jetzt sah ich ein erstaunliches Bild, das die Wirkung nach der japanischen Granaten ganz ausgezeichnet charakterisiert. Es brannte nicht nur, was brennen konnte — alles Brennbare war längst fort! Aber alle vier 75-Millimeter-Geschütze waren von den Lafetten geworfen, doch die Rohren und Lafetten lagen verstreut. Die Kasematten der Granatwerfer, der Kohlenbunker und der Seitengänge waren ganz zu Grunde gerichtet. Nichts war zu entdecken. Aufgebauschte Panzerplatten, zerfetzte Stahlwände und Rohre, alles in einem Haufen durcheinander geworfen. Das Schiff fuhr und brannte. Alle wunderten sich, daß ein so furchtbar zugerichtetes Schiff überhaupt noch schwimmen konnte. Plötzlich krepierte ganz in der Nähe ein Geschoß. Der Turm ist in die Luft geflogen, wurde gemeldet. Fast gleichzeitig hörten wir über uns einen sonderbaren Geräusch. Wir vernahmen den durchdringenden Klang, wie von zerreißendem Eisen verursacht, und plötzlich fiel eine schwere Masse mit lautem Krachen herunter. Aus dem Rauch, der alles bedeckte, kamen Leute herausgekrochen, mit entsetzlichen Qualen hülle und ein ... Die Signalgäste verbrannten sich den Kopf und Händen in der Hitze. Das Schiff war völlig ausgebrannt und brannte doch noch, es hatte unzählige Angriffe ausgehalten, nur noch ein sauberer Trümmerhaufen, ohne Masten und Schornsteine, im Feuer des ganzen Geschwaders unaufhörlich der Feind. Und doch eröffnete es wieder das Feuer, wenn es konnte, aus dem einzigen noch übriggebliebenen Geschütz. Um 7 Uhr abends sank es ... Der Kapitän, gleichsam der Held von Tsushima, ging mit seinem Schiff unter. So Kapitän Ssemenow. Ähnlich wie in der Tsushima-Enge wird es im Skagerrak zugegangen sein, und wir können uns einen Begriff davon machen, welche ungeheuren Anforderungen an Nerven, Mut, Disziplin und Aufopferungsfähigkeit eine Seeschlacht an alle Kämpfenden stellt! • Der stärkste Baum Deutschlands. In dem sonst wenig bekannten Dörfchen Schimsheim im Rheinhessen steht eine uralte Platanine, die als der stärkste Baum in ganz Deutschland angesehen werden kann. Ihr Alter wird auf 800 bis 1000 Jahre geschätzt. Der Baum hat über 16 Meter Höhe und einen Umfang von etwa 10 Metern. Der Stamm ist seit 40 Jahren hohlgebrannt und in seinem Stamminnern ist so viel Raum, daß bei einer Festlichkeit eine Musikkapelle darin spielen konnte. Das Blätterdach hat einen Umfang von 100 Metern. Eine derartige Dichtigkeit, daß bei Regen bequem 400 Personen Schutz darunter finden. Noch heute ist der Baum in seiner vollen Kraft, und trotz seines Alters treibt er noch in jedem Jahre neue Äste und Zweige. Immerhin läßt sich nicht mehr, wie es ehemals ausgesehen haben mag, als der Stamm noch gefüllt war, einstens wenigstens 32 Kubikmeter erforderlich werden. xyxy=(590,1444,1049,2133)
headline-kreditabstimmung: Zur Kreditabstimmung. xyxy=(1198,948,1394,965)
article-liebknecht-continued: Bei mildernden Umständen kann nur auf Festung erkannt werden. Außerdem kann auf Verlust der parlamentarischen Mandate erkannt werden. xyxy=(1067,115,1525,165)
headline-kriegsnotizen: Kriegsnotizen. xyxy=(1232,198,1359,216)
article-dampfer: W. B. London, 9. Juni. Meldung des Reuterschen Bureaus. Daily Telegraph meldet aus Saloniki: Alle griechischen Dampfer, die auf dem Wege nach den griechischen Häfen angetroffen wurden, werden nach Malta oder in französischen Mittelmeerhäfen geschickt. Man weiß hier nicht sicher, was die Alliierten von Griechenland verlangt hatten, ehe sie die Handelsblockade anwandten. Es wird aber versichert, daß eine sofortige Demobilisierung der Armee zu diesen Forderungen gehöre. xyxy=(122,820,572,926)
article-japan: T. U. Kopenhagen, 9. Juni. Nach Berichten von Reisenden, die aus England in Bergen ankamen, traf ein japanisches Geschwader unter Admiral Akiyama in England ein. Der Admiral und sein Stab wurden am Samstag vom König empfangen. Das Geschwader begleitete wahrscheinlich die russischen Truppentransporte nach Frankreich, die teilweise auf japanischen Schiffen ausgeführt wurden. In England geht das Gerücht, wonach Japan auf dem europäischen Kriegsschauplatz, sowohl zu See als zu Lande, an Kriegsleistungen teilnehmen werde. xyxy=(122,305,572,427)
article-seeschlacht-10: So Kapitän Ssemenow. Ähnlich wie in der Tsushima-Enge wird es im Skagerrak zugegangen sein, und wir können uns einen Begriff davon machen, welche ungeheuren Anforderungen an Nerven, Mut, Disziplin und Aufopferungsfähigkeit eine Seeschlacht an alle Kämpfenden stellt! xyxy=(590,1845,1049,1904)
